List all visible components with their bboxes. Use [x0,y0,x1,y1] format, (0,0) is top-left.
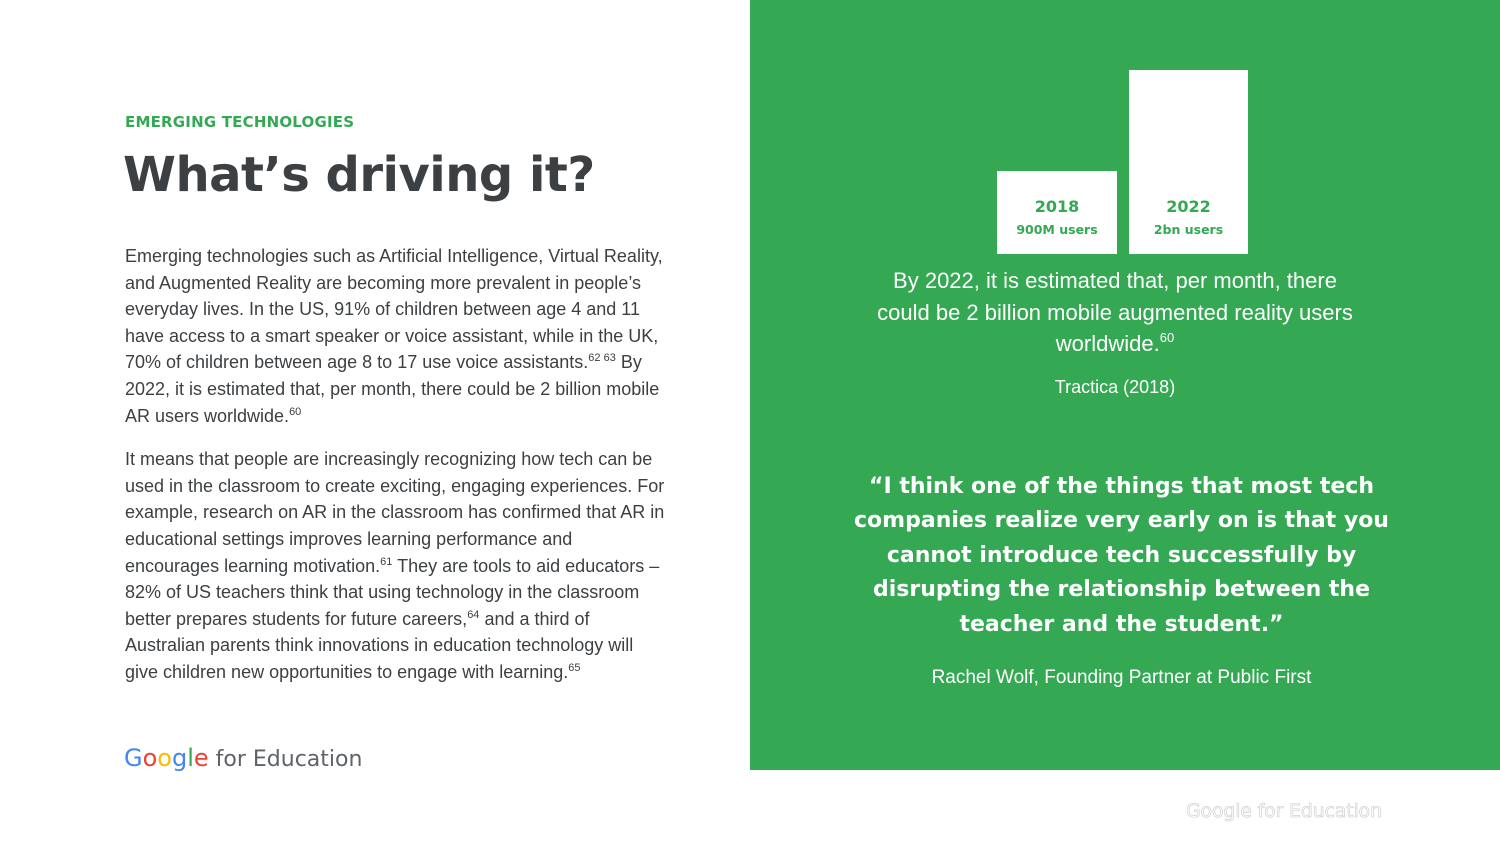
google-for-education-logo [124,744,362,773]
stat-source: Tractica (2018) [1054,377,1176,397]
green-panel [750,0,1500,770]
google-wordmark: Google [124,744,209,772]
bar-2022 [1129,70,1248,254]
pull-quote: “I think one of the things that most tech companies realize very early on is that you cannot introduce tech successfully by disrupting the relationship between the teacher and the student.” [854,474,1389,637]
bar-value-label: 2bn users [1153,222,1224,237]
section-eyebrow: EMERGING TECHNOLOGIES [125,113,355,131]
bar-2018 [997,171,1117,254]
bar-value-label: 900M users [1016,222,1098,237]
bar-year-label: 2018 [1034,197,1080,216]
quote-attribution: Rachel Wolf, Founding Partner at Public First [931,667,1312,688]
body-paragraph-2: It means that people are increasingly recognizing how tech can be used in the classroom to create exciting, engaging experiences. For example, research on AR in the classroom has confirmed that AR in educational settings improves learning performance and encourages learning motivation.$^{61}$ They are tools to aid educators – 82% of US teachers think that using technology in the classroom better prepares students for future careers,$^{64}$ and a third of Australian parents think innovations in education technology will give children new opportunities to engage with learning.$^{65}$ [125,449,665,682]
footnote-ref: 62 63 [588,352,616,365]
logo-suffix: for Education [215,747,363,772]
body-copy [125,243,670,703]
footnote-ref: 60 [1159,330,1175,345]
stat-text: By 2022, it is estimated that, per month, there could be 2 billion mobile augmented reality users worldwide.$^{60}$ [877,268,1353,356]
footnote-ref: 65 [568,661,581,674]
body-paragraph-1: Emerging technologies such as Artificial Intelligence, Virtual Reality, and Augmented Reality are becoming more prevalent in people’s everyday lives. In the US, 91% of children between age 4 and 11 have access to a smart speaker or voice assistant, while in the UK, 70% of children between age 8 to 17 use voice assistants.$^{62 63}$ By 2022, it is estimated that, per month, there could be 2 billion mobile AR users worldwide.$^{60}$ [125,246,663,426]
footnote-ref: 64 [467,608,480,621]
bar-year-label: 2022 [1166,197,1211,216]
footnote-ref: 60 [289,405,302,418]
footnote-ref: 61 [380,555,393,568]
page-title: What’s driving it? [123,147,595,203]
watermark-logo: Google for Education [1186,800,1382,822]
